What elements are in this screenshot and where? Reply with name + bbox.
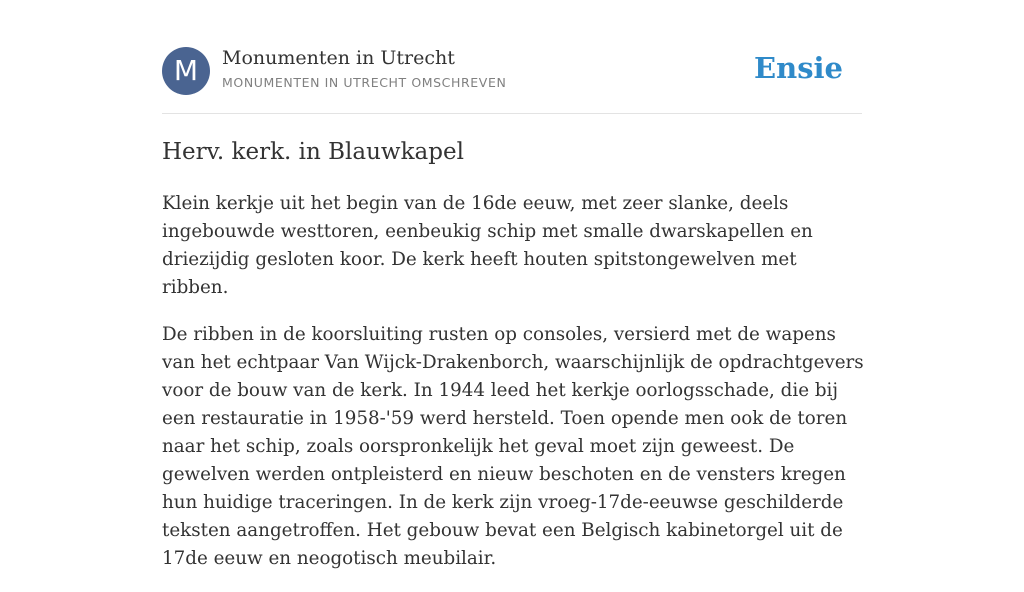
paragraph-1: Klein kerkje uit het begin van de 16de eeuw, met zeer slanke, deels ingebouwde westtoren, eenbeukig schip met smalle dwarskapellen en driezijdig gesloten koor. De kerk heeft houten spitstongewelven met ribben. (162, 193, 813, 298)
brand-logo[interactable]: Ensie (754, 51, 843, 85)
collection-title[interactable]: Monumenten in Utrecht (222, 47, 455, 69)
header-divider (162, 113, 862, 114)
avatar[interactable]: M (162, 47, 210, 95)
article-title: Herv. kerk. in Blauwkapel (162, 139, 464, 165)
collection-subtitle: MONUMENTEN IN UTRECHT OMSCHREVEN (222, 75, 507, 90)
paragraph-2: De ribben in de koorsluiting rusten op consoles, versierd met de wapens van het echtpaar Van Wijck-Drakenborch, waarschijnlijk de opdrachtgevers voor de bouw van de kerk. In 1944 leed het kerkje oorlogsschade, die bij een restauratie in 1958-'59 werd hersteld. Toen opende men ook de toren naar het schip, zoals oorspronkelijk het geval moet zijn geweest. De gewelven werden ontpleisterd en nieuw beschoten en de vensters kregen hun huidige traceringen. In de kerk zijn vroeg-17de-eeuwse geschilderde teksten aangetroffen. Het gebouw bevat een Belgisch kabinetorgel uit de 17de eeuw en neogotisch meubilair. (162, 324, 864, 569)
collection-header (162, 47, 862, 95)
article-body (162, 190, 864, 592)
